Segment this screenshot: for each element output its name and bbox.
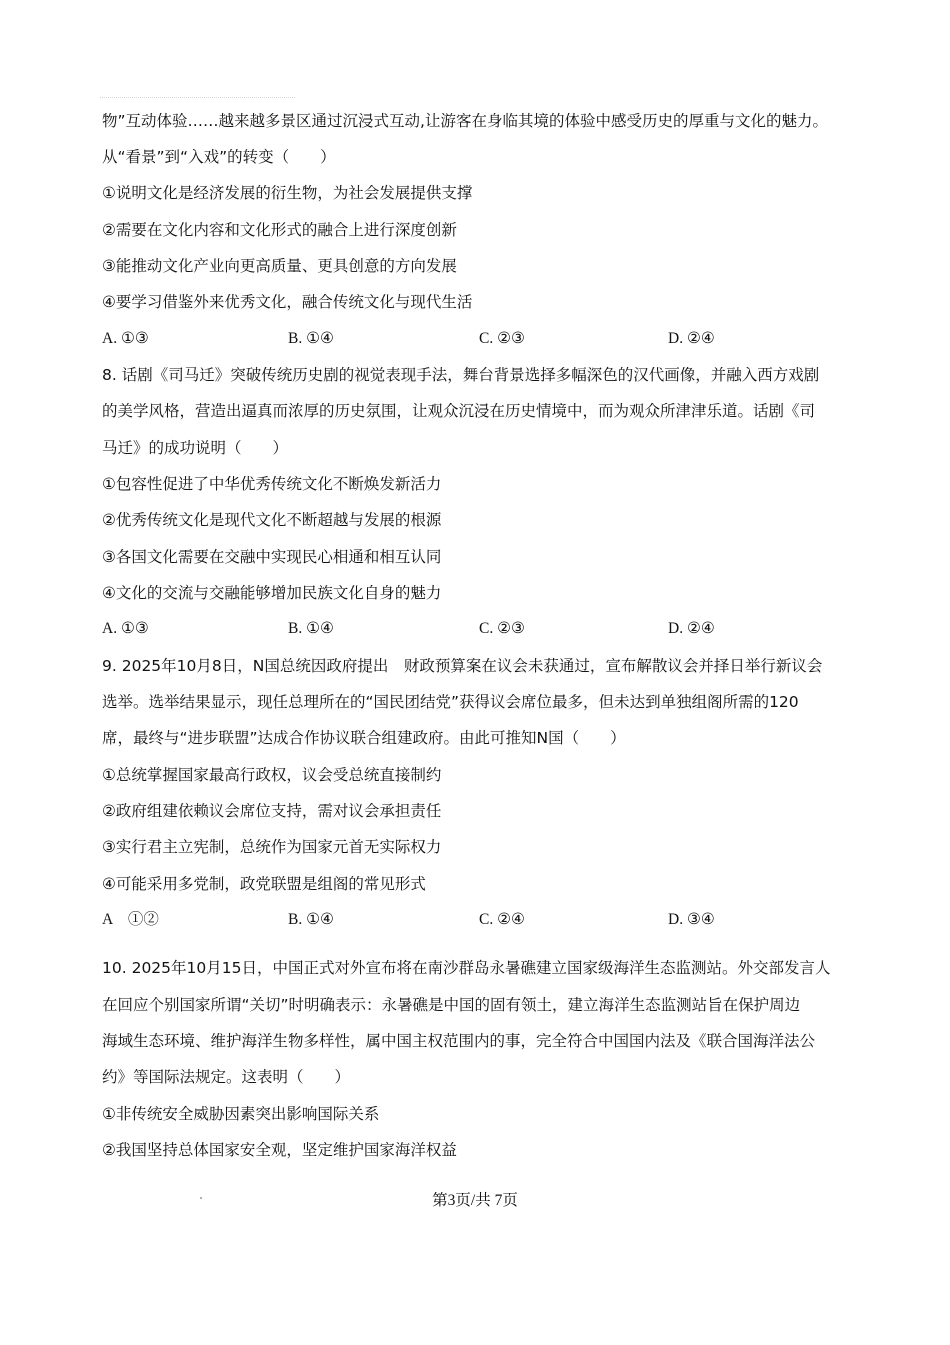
q7-options	[102, 329, 822, 349]
q9-statement-2: ②政府组建依赖议会席位支持，需对议会承担责任	[102, 802, 442, 820]
header-divider	[100, 97, 295, 98]
q7-stem-line-1: 物”互动体验……越来越多景区通过沉浸式互动,让游客在身临其境的体验中感受历史的厚重与文化的魅力。	[102, 112, 828, 130]
page-number: 第3页/共 7页	[432, 1192, 518, 1209]
q7-statement-1: ①说明文化是经济发展的衍生物，为社会发展提供支撑	[102, 184, 473, 202]
q9-stem-line-1: 9. 2025年10月8日，N国总统因政府提出 财政预算案在议会未获通过，宣布解散议会并择日举行新议会	[102, 657, 823, 675]
q9-options	[102, 910, 822, 930]
q7-stem-line-2: 从“看景”到“入戏”的转变（ ）	[102, 148, 336, 166]
q8-statement-1: ①包容性促进了中华优秀传统文化不断焕发新活力	[102, 475, 442, 493]
q9-option-b[interactable]: B. ①④	[288, 911, 334, 928]
q8-stem-line-3: 马迁》的成功说明（ ）	[102, 439, 289, 457]
q8-stem-line-1: 8. 话剧《司马迁》突破传统历史剧的视觉表现手法，舞台背景选择多幅深色的汉代画像，并融入西方戏剧	[102, 366, 820, 384]
q9-statement-4: ④可能采用多党制，政党联盟是组阁的常见形式	[102, 875, 426, 893]
q9-option-d[interactable]: D. ③④	[668, 911, 715, 928]
q8-option-b[interactable]: B. ①④	[288, 620, 334, 637]
q8-statement-2: ②优秀传统文化是现代文化不断超越与发展的根源	[102, 511, 442, 529]
q10-stem-line-3: 海域生态环境、维护海洋生物多样性，属中国主权范围内的事，完全符合中国国内法及《联合国海洋法公	[102, 1032, 816, 1050]
q8-option-c[interactable]: C. ②③	[479, 620, 525, 637]
q7-statement-3: ③能推动文化产业向更高质量、更具创意的方向发展	[102, 257, 457, 275]
q7-option-b[interactable]: B. ①④	[288, 330, 334, 347]
q8-option-d[interactable]: D. ②④	[668, 620, 715, 637]
q9-statement-3: ③实行君主立宪制，总统作为国家元首无实际权力	[102, 838, 442, 856]
q9-option-c[interactable]: C. ②④	[479, 911, 525, 928]
q7-option-d[interactable]: D. ②④	[668, 330, 715, 347]
q10-stem-line-1: 10. 2025年10月15日，中国正式对外宣布将在南沙群岛永暑礁建立国家级海洋生态监测站。外交部发言人	[102, 959, 831, 977]
q9-stem-line-2: 选举。选举结果显示，现任总理所在的“国民团结党”获得议会席位最多，但未达到单独组阁所需的120	[102, 693, 799, 711]
q8-statement-4: ④文化的交流与交融能够增加民族文化自身的魅力	[102, 584, 442, 602]
q9-option-a[interactable]: A ①②	[102, 911, 159, 928]
q10-statement-1: ①非传统安全威胁因素突出影响国际关系	[102, 1105, 380, 1123]
q7-option-a[interactable]: A. ①③	[102, 330, 149, 347]
q8-option-a[interactable]: A. ①③	[102, 620, 149, 637]
q7-statement-2: ②需要在文化内容和文化形式的融合上进行深度创新	[102, 221, 457, 239]
q7-statement-4: ④要学习借鉴外来优秀文化，融合传统文化与现代生活	[102, 293, 473, 311]
q8-stem-line-2: 的美学风格，营造出逼真而浓厚的历史氛围，让观众沉浸在历史情境中，而为观众所津津乐道。话剧《司	[102, 402, 816, 420]
q8-options	[102, 619, 822, 639]
q10-stem-line-2: 在回应个别国家所谓“关切”时明确表示：永暑礁是中国的固有领土，建立海洋生态监测站旨在保护周边	[102, 996, 801, 1014]
q9-stem-line-3: 席，最终与“进步联盟”达成合作协议联合组建政府。由此可推知N国（ ）	[102, 729, 626, 747]
q10-statement-2: ②我国坚持总体国家安全观，坚定维护国家海洋权益	[102, 1141, 457, 1159]
q7-option-c[interactable]: C. ②③	[479, 330, 525, 347]
q9-statement-1: ①总统掌握国家最高行政权，议会受总统直接制约	[102, 766, 442, 784]
q8-statement-3: ③各国文化需要在交融中实现民心相通和相互认同	[102, 548, 442, 566]
q10-stem-line-4: 约》等国际法规定。这表明（ ）	[102, 1068, 351, 1086]
